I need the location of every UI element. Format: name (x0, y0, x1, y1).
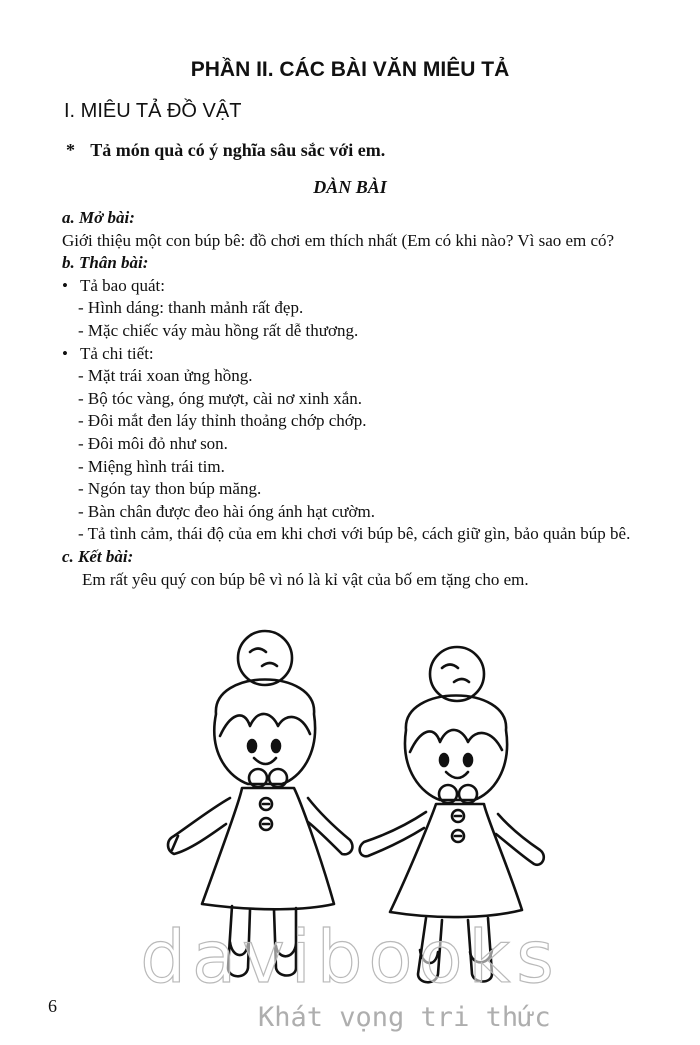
detail-heading (62, 343, 682, 366)
part-title: PHẦN II. CÁC BÀI VĂN MIÊU TẢ (190, 58, 510, 81)
conclusion-label: c. Kết bài: (62, 546, 134, 566)
page-number: 6 (48, 996, 57, 1016)
essay-topic (66, 140, 385, 161)
bullet-marker: • (62, 343, 68, 363)
list-item: - Ngón tay thon búp măng. (78, 479, 262, 499)
overview-heading (62, 275, 682, 298)
list-item: - Đôi mắt đen láy thỉnh thoảng chớp chớp. (78, 411, 367, 431)
topic-marker: * (66, 140, 75, 160)
outline-content (62, 207, 682, 591)
watermark-tagline: Khát vọng tri thức (258, 1002, 551, 1033)
outline-title: DÀN BÀI (313, 177, 387, 197)
watermark-brand: davibooks (140, 915, 560, 999)
list-item: - Bộ tóc vàng, óng mượt, cài nơ xinh xắn. (78, 388, 363, 408)
topic-text: Tả món quà có ý nghĩa sâu sắc với em. (90, 140, 386, 160)
list-item: - Đôi môi đỏ như son. (78, 433, 228, 453)
intro-label: a. Mở bài: (62, 208, 135, 227)
body-label: b. Thân bài: (62, 253, 149, 273)
intro-text: Giới thiệu một con búp bê: đồ chơi em thích nhất (Em có khi nào? Vì sao em có? (62, 230, 615, 250)
list-item: - Miệng hình trái tim. (78, 456, 225, 476)
section-title: I. MIÊU TẢ ĐỒ VẬT (64, 100, 242, 122)
list-item: - Mặc chiếc váy màu hồng rất dễ thương. (78, 320, 359, 340)
list-item: - Mặt trái xoan ửng hồng. (78, 366, 253, 386)
list-item: - Tả tình cảm, thái độ của em khi chơi với búp bê, cách giữ gìn, bảo quản búp bê. (78, 524, 631, 544)
list-item: - Bàn chân được đeo hài óng ánh hạt cườm. (78, 501, 375, 521)
conclusion-text: Em rất yêu quý con búp bê vì nó là kỉ vật của bố em tặng cho em. (82, 569, 529, 589)
detail-title: Tả chi tiết: (80, 343, 154, 363)
bullet-marker: • (62, 275, 68, 295)
list-item: - Hình dáng: thanh mảnh rất đẹp. (78, 298, 304, 318)
overview-title: Tả bao quát: (80, 275, 165, 295)
